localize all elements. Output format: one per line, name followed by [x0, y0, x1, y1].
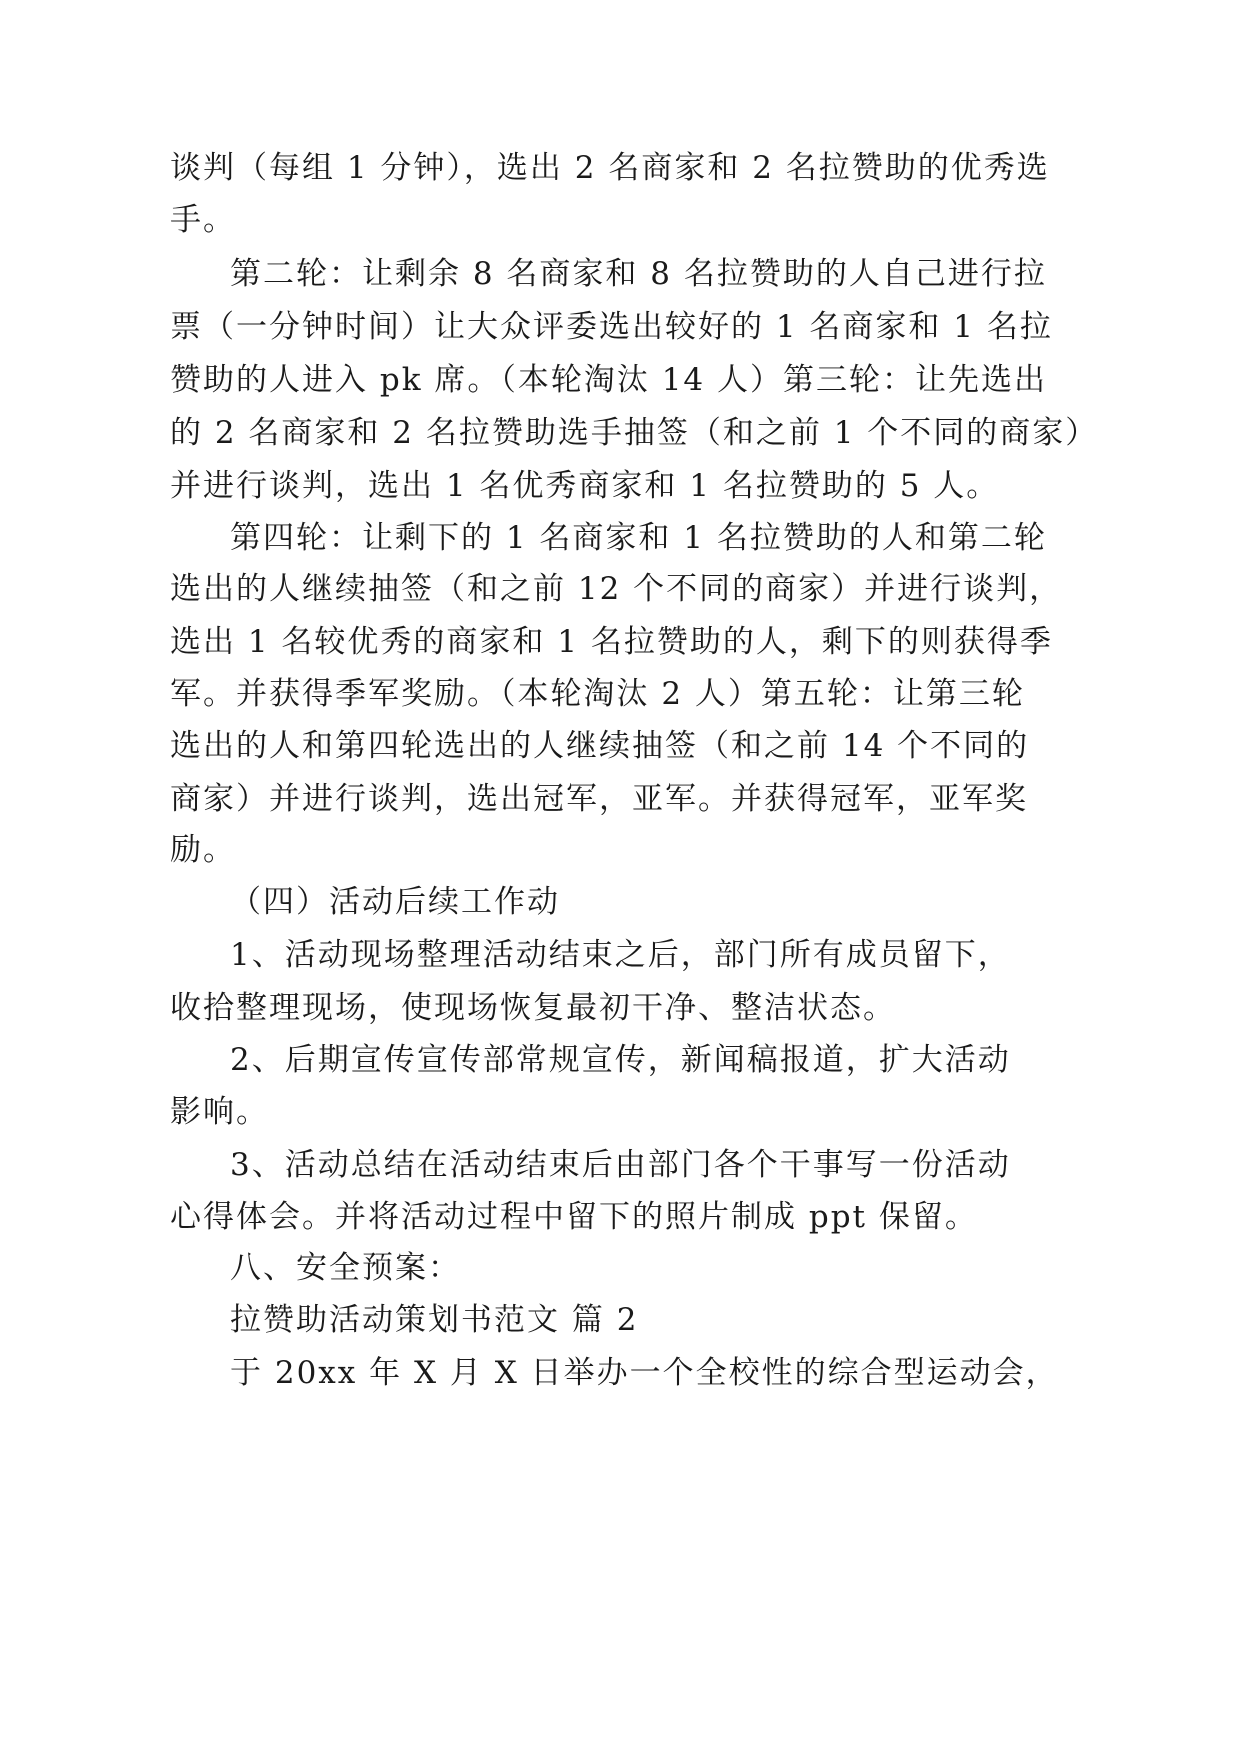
body-text-line: 2、后期宣传宣传部常规宣传，新闻稿报道，扩大活动 [230, 1042, 1011, 1078]
body-text-line: 选出 1 名较优秀的商家和 1 名拉赞助的人，剩下的则获得季 [170, 624, 1053, 660]
body-text-line: 谈判（每组 1 分钟），选出 2 名商家和 2 名拉赞助的优秀选 [170, 150, 1050, 186]
body-text-line: 赞助的人进入 pk 席。（本轮淘汰 14 人）第三轮：让先选出 [170, 362, 1047, 398]
body-text-line: 于 20xx 年 X 月 X 日举办一个全校性的综合型运动会， [230, 1355, 1059, 1391]
body-text-line: 第二轮：让剩余 8 名商家和 8 名拉赞助的人自己进行拉 [230, 256, 1047, 292]
body-text-line: 并进行谈判，选出 1 名优秀商家和 1 名拉赞助的 5 人。 [170, 468, 1000, 504]
body-text-line: 军。并获得季军奖励。（本轮淘汰 2 人）第五轮：让第三轮 [170, 676, 1025, 712]
section-heading: （四）活动后续工作动 [230, 884, 560, 920]
body-text-line: 励。 [170, 832, 236, 868]
body-text-line: 收拾整理现场，使现场恢复最初干净、整洁状态。 [170, 990, 896, 1026]
body-text-line: 心得体会。并将活动过程中留下的照片制成 ppt 保留。 [170, 1199, 978, 1235]
body-text-line: 3、活动总结在活动结束后由部门各个干事写一份活动 [230, 1147, 1011, 1183]
section-heading: 八、安全预案： [230, 1250, 461, 1286]
body-text-line: 选出的人继续抽签（和之前 12 个不同的商家）并进行谈判， [170, 571, 1063, 607]
body-text-line: 选出的人和第四轮选出的人继续抽签（和之前 14 个不同的 [170, 728, 1030, 764]
body-text-line: 商家）并进行谈判，选出冠军，亚军。并获得冠军，亚军奖 [170, 781, 1028, 817]
body-text-line: 第四轮：让剩下的 1 名商家和 1 名拉赞助的人和第二轮 [230, 520, 1047, 556]
document-title: 拉赞助活动策划书范文 篇 2 [230, 1302, 639, 1338]
body-text-line: 影响。 [170, 1094, 269, 1130]
body-text-line: 手。 [170, 202, 236, 238]
body-text-line: 票（一分钟时间）让大众评委选出较好的 1 名商家和 1 名拉 [170, 309, 1053, 345]
body-text-line: 1、活动现场整理活动结束之后，部门所有成员留下， [230, 937, 1011, 973]
body-text-line: 的 2 名商家和 2 名拉赞助选手抽签（和之前 1 个不同的商家） [170, 415, 1099, 451]
